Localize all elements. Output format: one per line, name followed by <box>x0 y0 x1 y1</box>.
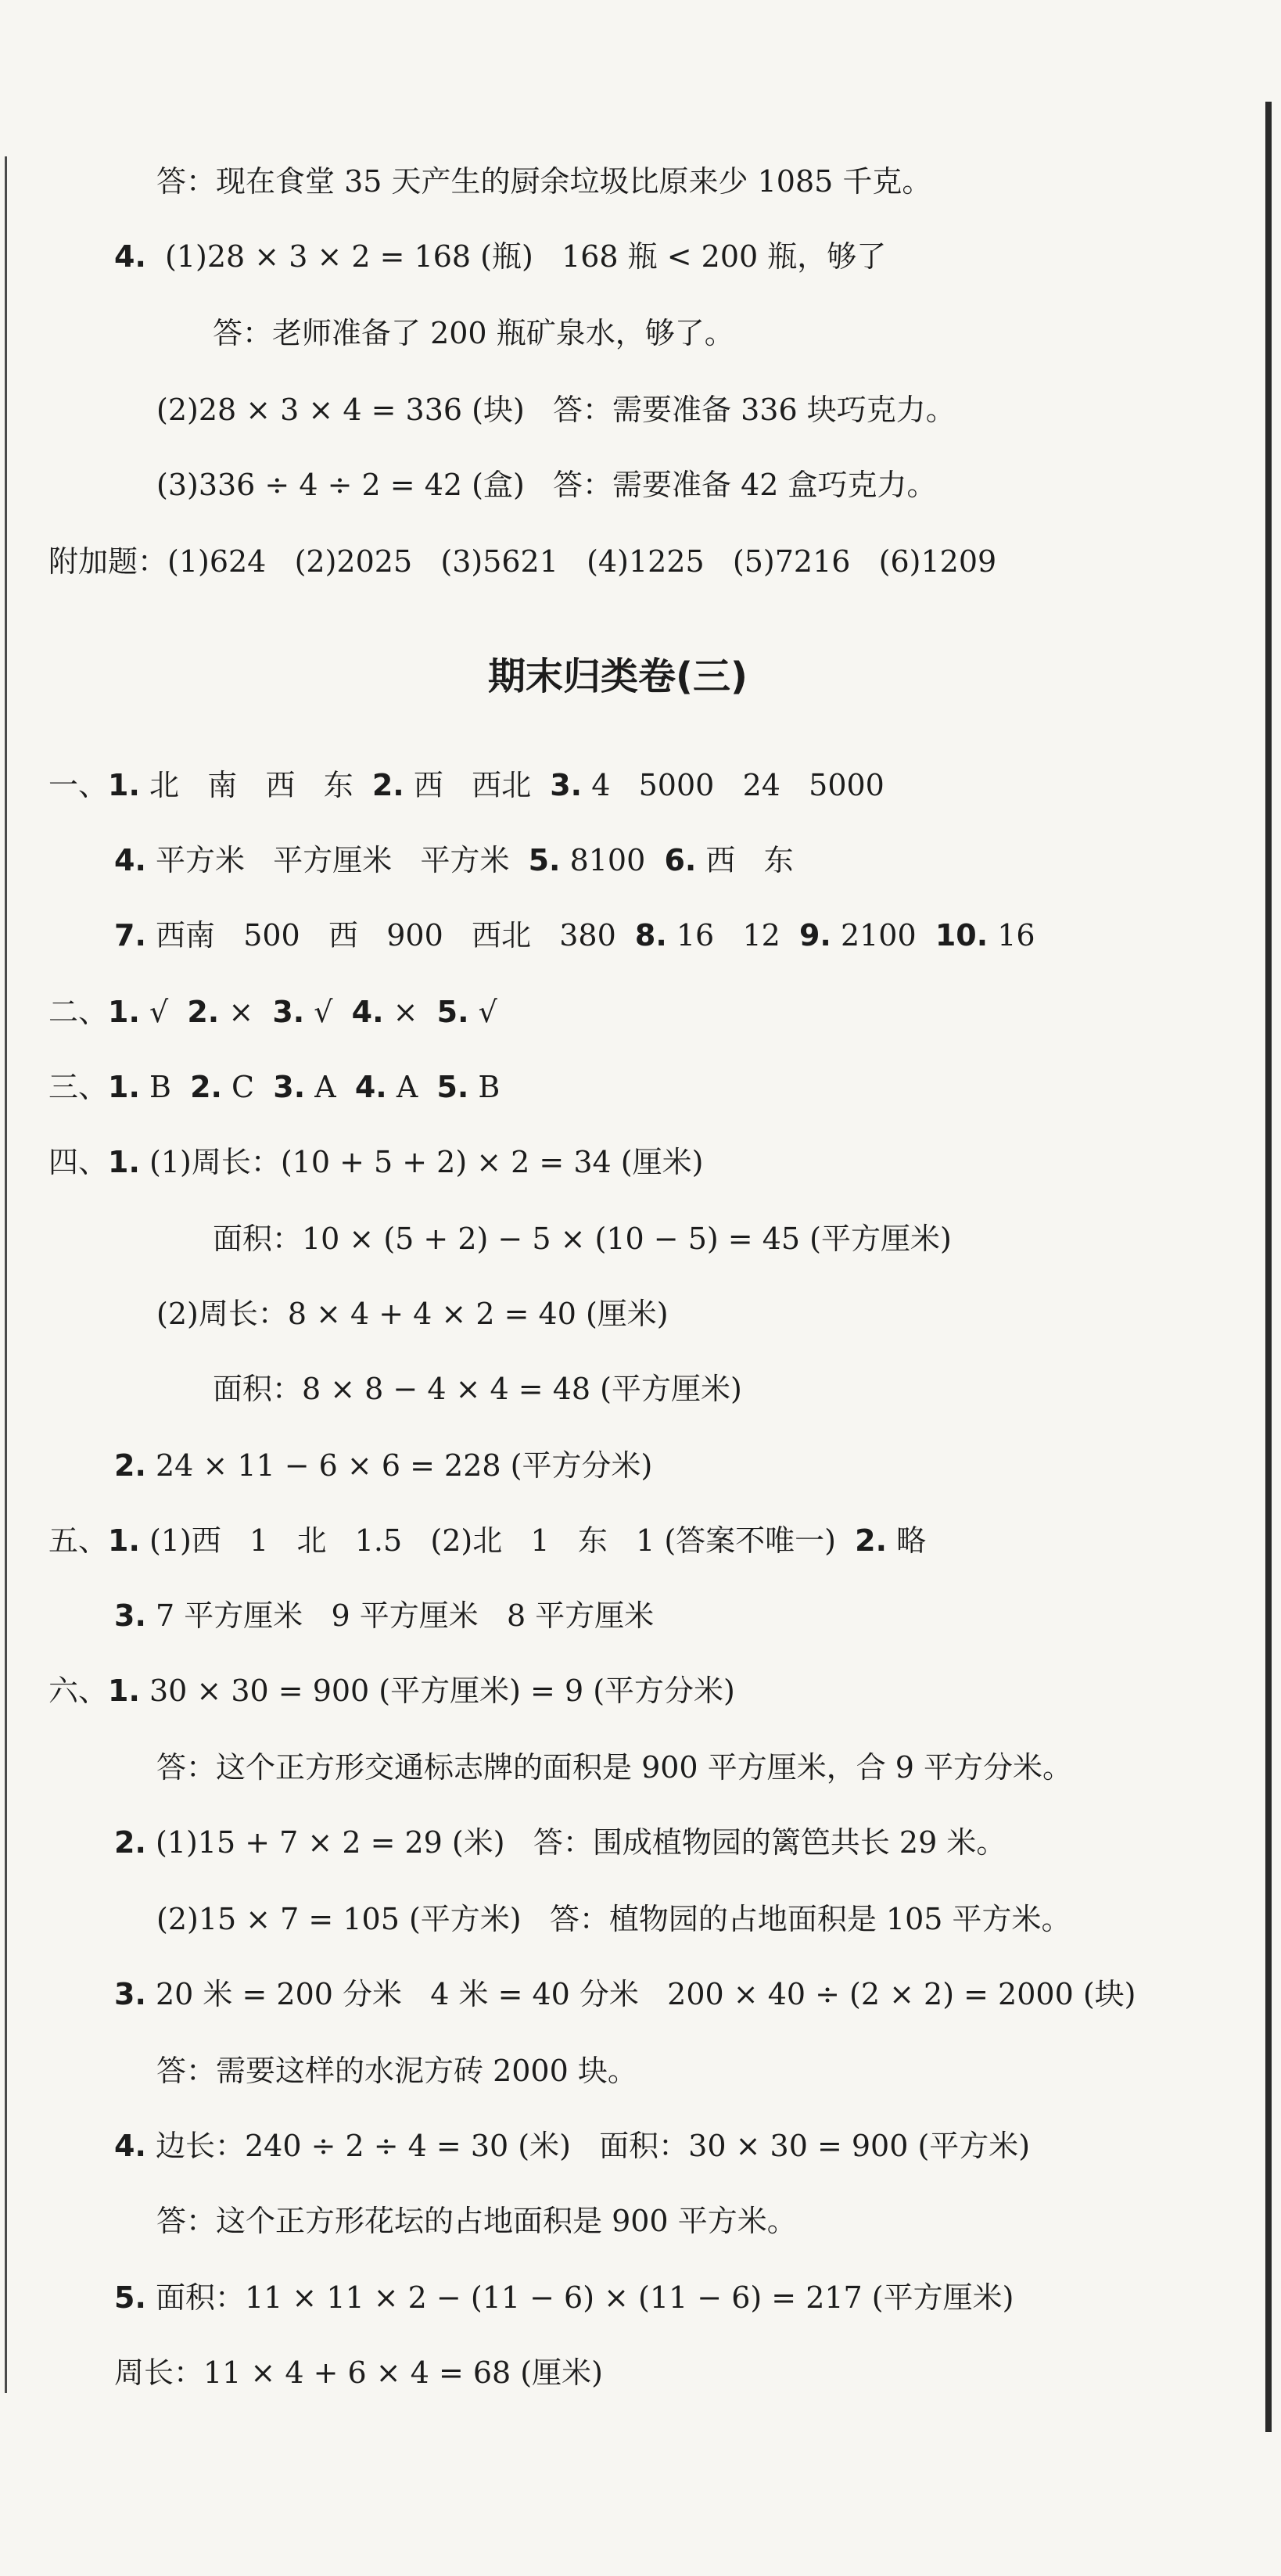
answer-text: B <box>468 1070 501 1104</box>
answer-text: 略 <box>887 1523 927 1558</box>
question-number: 1. <box>108 1070 140 1104</box>
answer-text: 20 米 = 200 分米 4 米 = 40 分米 200 × 40 ÷ (2 × 2) = 2000 (块) <box>145 1977 1136 2011</box>
answer-line <box>48 1143 703 1181</box>
answer-line <box>213 1370 742 1408</box>
question-number: 10. <box>935 918 989 953</box>
question-number: 4. <box>354 1070 387 1104</box>
answer-line <box>156 1749 1072 1786</box>
question-number: 2. <box>114 1825 146 1860</box>
answer-line <box>213 314 734 352</box>
answer-text: (2)周长：8 × 4 + 4 × 2 = 40 (厘米) <box>156 1297 669 1331</box>
answer-text: 西 西北 <box>404 768 551 802</box>
answer-line <box>114 2279 1014 2316</box>
answer-text: (3)336 ÷ 4 ÷ 2 = 42 (盒) 答：需要准备 42 盒巧克力。 <box>156 468 937 502</box>
answer-line <box>114 1447 652 1484</box>
question-number: 3. <box>272 995 305 1029</box>
answer-text: 答：老师准备了 200 瓶矿泉水，够了。 <box>213 316 734 350</box>
answer-text: 边长：240 ÷ 2 ÷ 4 = 30 (米) 面积：30 × 30 = 900 (平方米) <box>145 2129 1031 2163</box>
question-number: 3. <box>114 1598 146 1633</box>
answer-text: 附加题：(1)624 (2)2025 (3)5621 (4)1225 (5)7216 (6)1209 <box>48 544 997 579</box>
answer-text: √ <box>468 995 497 1029</box>
answer-text: B <box>139 1070 191 1104</box>
answer-line <box>213 1220 952 1258</box>
question-number: 4. <box>114 843 146 877</box>
answer-text: A <box>305 1070 355 1104</box>
answer-line <box>156 391 956 429</box>
answer-line <box>48 766 884 804</box>
question-number: 4. <box>114 2129 146 2163</box>
question-number: 5. <box>528 843 561 877</box>
answer-text: 面积：10 × (5 + 2) − 5 × (10 − 5) = 45 (平方厘米) <box>213 1222 952 1256</box>
answer-line <box>156 1295 669 1333</box>
answer-text: 4 5000 24 5000 <box>582 768 884 802</box>
section-title: 期末归类卷(三) <box>488 655 748 698</box>
question-number: 6. <box>664 843 697 877</box>
answer-text: 24 × 11 − 6 × 6 = 228 (平方分米) <box>145 1448 653 1483</box>
answer-line <box>156 2052 637 2090</box>
answer-line <box>48 543 996 580</box>
question-number: 5. <box>114 2280 146 2315</box>
answer-text: × <box>219 995 273 1029</box>
question-number: 1. <box>108 1523 140 1558</box>
question-number: 1. <box>108 1145 140 1179</box>
answer-text: 西南 500 西 900 西北 380 <box>145 918 635 953</box>
question-number: 3. <box>273 1070 306 1104</box>
answer-text: 周长：11 × 4 + 6 × 4 = 68 (厘米) <box>114 2355 603 2390</box>
answer-text: √ <box>139 995 188 1029</box>
answer-text: √ <box>304 995 352 1029</box>
answer-text: C <box>221 1070 274 1104</box>
answer-text: 面积：11 × 11 × 2 − (11 − 6) × (11 − 6) = 217 (平方厘米) <box>145 2280 1014 2315</box>
answer-text: 六、 <box>48 1674 109 1708</box>
answer-text: 答：需要这样的水泥方砖 2000 块。 <box>156 2054 637 2088</box>
question-number: 4. <box>114 239 146 274</box>
question-number: 5. <box>436 995 469 1029</box>
question-number: 4. <box>351 995 384 1029</box>
answer-text: (2)15 × 7 = 105 (平方米) 答：植物园的占地面积是 105 平方米。 <box>156 1902 1071 1936</box>
answer-line <box>114 917 1035 954</box>
answer-line <box>48 1522 926 1559</box>
question-number: 1. <box>108 995 140 1029</box>
answer-text: (1)15 + 7 × 2 = 29 (米) 答：围成植物园的篱笆共长 29 米。 <box>145 1825 1006 1860</box>
answer-text: 一、 <box>48 768 109 802</box>
answer-line <box>156 466 937 504</box>
answer-text: (1)周长：(10 + 5 + 2) × 2 = 34 (厘米) <box>139 1145 704 1179</box>
question-number: 9. <box>798 918 831 953</box>
answer-line <box>114 238 886 275</box>
answer-text: 7 平方厘米 9 平方厘米 8 平方厘米 <box>145 1598 655 1633</box>
answer-line <box>156 2202 797 2240</box>
answer-line <box>114 1975 1136 2013</box>
answer-text: 平方米 平方厘米 平方米 <box>145 843 529 877</box>
answer-line <box>114 841 794 879</box>
answer-line <box>48 1068 500 1106</box>
right-binding-edge <box>1265 102 1272 2432</box>
answer-line <box>114 2354 603 2391</box>
answer-text: (2)28 × 3 × 4 = 336 (块) 答：需要准备 336 块巧克力。 <box>156 393 956 427</box>
answer-text: 面积：8 × 8 − 4 × 4 = 48 (平方厘米) <box>213 1372 742 1406</box>
answer-line <box>114 1824 1006 1861</box>
answer-text: (1)西 1 北 1.5 (2)北 1 东 1 (答案不唯一) <box>139 1523 856 1558</box>
answer-text: 30 × 30 = 900 (平方厘米) = 9 (平方分米) <box>139 1674 735 1708</box>
question-number: 8. <box>634 918 667 953</box>
question-number: 1. <box>108 768 140 802</box>
answer-text: (1)28 × 3 × 2 = 168 (瓶) 168 瓶 < 200 瓶，够了 <box>145 239 887 274</box>
answer-text: 四、 <box>48 1145 109 1179</box>
answer-text: 答：现在食堂 35 天产生的厨余垃圾比原来少 1085 千克。 <box>156 164 932 199</box>
question-number: 7. <box>114 918 146 953</box>
answer-line <box>156 1900 1071 1938</box>
answer-line <box>156 163 931 200</box>
answer-text: 三、 <box>48 1070 109 1104</box>
answer-text: 16 12 <box>666 918 799 953</box>
answer-text: A <box>386 1070 437 1104</box>
question-number: 1. <box>108 1674 140 1708</box>
question-number: 2. <box>371 768 404 802</box>
answer-line <box>48 1672 735 1710</box>
left-margin-line <box>5 156 7 2393</box>
answer-text: 答：这个正方形花坛的占地面积是 900 平方米。 <box>156 2204 797 2238</box>
question-number: 2. <box>855 1523 888 1558</box>
answer-text: 2100 <box>831 918 935 953</box>
answer-line <box>114 1597 654 1634</box>
answer-text: 北 南 西 东 <box>139 768 372 802</box>
question-number: 2. <box>187 995 220 1029</box>
answer-text: 8100 <box>560 843 665 877</box>
answer-line <box>48 993 497 1031</box>
question-number: 3. <box>114 1977 146 2011</box>
answer-text: 答：这个正方形交通标志牌的面积是 900 平方厘米，合 9 平方分米。 <box>156 1750 1073 1785</box>
question-number: 2. <box>190 1070 222 1104</box>
question-number: 3. <box>550 768 583 802</box>
answer-line <box>114 2127 1030 2165</box>
answer-text: × <box>383 995 437 1029</box>
answer-text: 五、 <box>48 1523 109 1558</box>
answer-text: 16 <box>988 918 1035 953</box>
question-number: 5. <box>436 1070 469 1104</box>
question-number: 2. <box>114 1448 146 1483</box>
answer-text: 西 东 <box>696 843 794 877</box>
answer-text: 二、 <box>48 995 109 1029</box>
